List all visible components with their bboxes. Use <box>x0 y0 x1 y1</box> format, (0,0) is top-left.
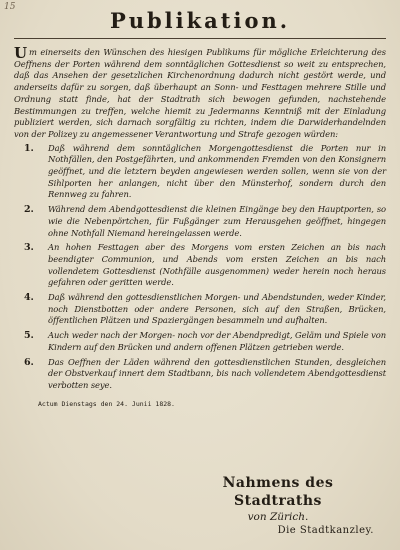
list-item <box>14 292 386 327</box>
intro-paragraph <box>14 44 386 141</box>
list-item <box>14 143 386 202</box>
signature-line-2: von Zürich. <box>247 511 309 523</box>
signature-block <box>178 474 378 538</box>
item-text: Daß während dem sonntäglichen Morgengottesdienst die Porten nur in Nothfällen, den Postgefährten, und ankommenden Fremden von den Konsignern geöffnet, und die letztern beyden angewiesen werden sollen, wenn sie von der Sihlporten her anlangen, nicht über den Münsterhof, sondern durch den Rennweg zu fahren. <box>48 142 386 200</box>
item-number: 5. <box>24 330 34 342</box>
title-divider <box>14 38 386 39</box>
item-number: 2. <box>24 204 34 216</box>
intro-text: m einerseits den Wünschen des hiesigen Publikums für mögliche Erleichterung des Oeffnens der Porten während dem sonntäglichen Gottesdienst so weit zu entsprechen, daß das Ansehen der gesetzlichen Kirchenordnung dadurch nicht gestört werde, und anderseits dafür zu sorgen, daß überhaupt an Sonn- und Festtagen mehrere Stille und Ordnung statt finde, hat der Stadtrath sich bewogen gefunden, nachstehende Bestimmungen zu treffen, welche hiemit zu Jedermanns Kenntniß mit der Einladung publiziert werden, sich darnach sorgfältig zu richten, indem die Darwiderhandelnden von der Polizey zu angemessener Verantwortung und Strafe gezogen würden: <box>14 47 386 139</box>
page-title: Publikation. <box>109 8 291 33</box>
dateline: Actum Dienstags den 24. Junii 1828. <box>38 399 175 408</box>
regulation-list <box>14 143 386 392</box>
list-item <box>14 357 386 392</box>
list-item <box>14 330 386 353</box>
initial-letter: U <box>14 44 27 62</box>
list-item <box>14 242 386 289</box>
item-text: Auch weder nach der Morgen- noch vor der Abendpredigt, Geläm und Spiele von Kindern auf den Brücken und andern offenen Plätzen getrieben werde. <box>48 330 386 352</box>
item-text: Das Oeffnen der Läden während den gottesdienstlichen Stunden, desgleichen der Obstverkauf innert dem Stadtbann, bis nach vollendetem Abendgottesdienst verbotten seye. <box>48 356 386 390</box>
page-number: 15 <box>4 2 16 12</box>
item-number: 3. <box>24 242 34 254</box>
item-number: 1. <box>24 142 34 154</box>
item-text: Daß während den gottesdienstlichen Morgen- und Abendstunden, weder Kinder, noch Dienstbotten oder andere Personen, sich auf den Straßen, Brücken, öffentlichen Plätzen und Spaziergängen besammeln und aufhalten. <box>48 292 386 326</box>
list-item <box>14 204 386 239</box>
item-text: Während dem Abendgottesdienst die kleinen Eingänge bey den Hauptporten, so wie die Nebenpörtchen, für Fußgänger zum Herausgehen geöffnet, hingegen ohne Nothfall Niemand hereingelassen werde. <box>48 204 386 238</box>
item-text: An hohen Festtagen aber des Morgens vom ersten Zeichen an bis nach beendigter Communion, und Abends vom ersten Zeichen an bis nach vollendetem Gottesdienst (Nothfälle ausgenommen) weder herein noch heraus gefahren oder geritten werde. <box>48 242 386 288</box>
signature-line-3: Die Stadtkanzley. <box>277 525 374 536</box>
item-number: 4. <box>24 292 34 304</box>
item-number: 6. <box>24 356 34 368</box>
signature-line-1: Nahmens des Stadtraths <box>222 475 334 509</box>
